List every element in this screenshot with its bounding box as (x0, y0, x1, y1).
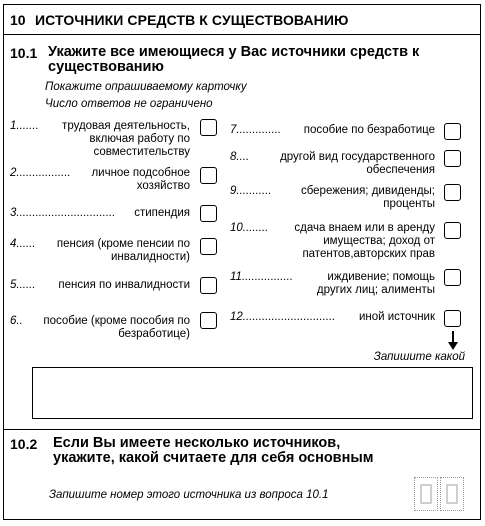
option-7 (230, 124, 435, 138)
digit-cell[interactable] (414, 477, 438, 511)
question-10-2-text (53, 436, 373, 466)
option-11-checkbox[interactable] (444, 269, 461, 286)
option-4-checkbox[interactable] (200, 238, 217, 255)
option-number: 3............................... (10, 207, 116, 219)
option-label-line: обеспечения (366, 164, 435, 176)
option-number: 1....... (10, 120, 39, 132)
option-2 (10, 167, 190, 195)
section-number: 10 (10, 12, 26, 28)
question-divider (4, 429, 480, 430)
option-9 (230, 185, 435, 213)
option-2-checkbox[interactable] (200, 167, 217, 184)
option-number: 6.. (10, 315, 23, 327)
option-3 (10, 207, 190, 221)
option-12-checkbox[interactable] (444, 310, 461, 327)
option-5-checkbox[interactable] (200, 277, 217, 294)
option-10-checkbox[interactable] (444, 222, 461, 239)
option-label-line: других лиц; алименты (316, 284, 435, 296)
option-label-line: пособие (кроме пособия по (43, 315, 190, 327)
option-label-line: личное подсобное (91, 167, 190, 179)
option-number: 7.............. (230, 124, 282, 136)
option-label-line: иждивение; помощь (327, 271, 435, 283)
digit-cell[interactable] (440, 477, 464, 511)
option-number: 9........... (230, 185, 272, 197)
option-8 (230, 151, 435, 179)
option-number: 10........ (230, 222, 269, 234)
option-label (43, 315, 190, 341)
option-label (294, 222, 435, 261)
question-10-1-text (48, 45, 419, 75)
option-label-line: безработице) (118, 328, 190, 340)
option-1 (10, 120, 190, 160)
interviewer-note-card: Покажите опрашиваемому карточку (45, 81, 247, 93)
digit-placeholder (420, 484, 432, 504)
option-label (280, 151, 435, 177)
option-number: 8.... (230, 151, 250, 163)
option-label-line: совместительству (93, 146, 190, 158)
option-label-line: трудовая деятельность, (62, 120, 190, 132)
option-label-line: сбережения; дивиденды; (300, 185, 435, 197)
option-label-line: пенсия по инвалидности (58, 279, 190, 291)
option-label (57, 238, 190, 264)
option-label (317, 271, 435, 297)
option-label (58, 279, 190, 292)
section-header (4, 5, 480, 35)
option-label-line: пенсия (кроме пенсии по (56, 238, 190, 250)
option-number: 2................. (10, 167, 71, 179)
option-7-checkbox[interactable] (444, 123, 461, 140)
option-4 (10, 238, 190, 266)
question-10-1-line1: Укажите все имеющиеся у Вас источники средств к (48, 44, 420, 60)
option-label-line: сдача внаем или в аренду (294, 222, 435, 234)
question-10-2-line1: Если Вы имеете несколько источников, (53, 435, 341, 451)
option-8-checkbox[interactable] (444, 150, 461, 167)
option-label-line: инвалидности) (110, 251, 190, 263)
option-label-line: пособие по безработице (303, 124, 435, 136)
option-10 (230, 222, 435, 262)
option-label-line: стипендия (134, 207, 190, 219)
write-which-label: Запишите какой (373, 351, 465, 363)
option-6 (10, 315, 190, 343)
digit-placeholder (446, 484, 458, 504)
option-label-line: включая работу по (89, 133, 190, 145)
option-label-line: патентов,авторских прав (302, 248, 435, 260)
option-label (134, 207, 190, 220)
option-number: 4...... (10, 238, 36, 250)
option-label (304, 124, 435, 137)
option-1-checkbox[interactable] (200, 119, 217, 136)
option-6-checkbox[interactable] (200, 312, 217, 329)
option-label-line: иной источник (358, 311, 435, 323)
option-label-line: имущества; доход от (323, 235, 435, 247)
option-label (62, 120, 190, 159)
option-3-checkbox[interactable] (200, 205, 217, 222)
other-source-input[interactable] (32, 367, 473, 419)
option-12 (230, 311, 435, 325)
option-number: 5...... (10, 279, 36, 291)
option-label-line: хозяйство (136, 180, 190, 192)
section-title: ИСТОЧНИКИ СРЕДСТВ К СУЩЕСТВОВАНИЮ (35, 12, 349, 28)
option-label-line: другой вид государственного (280, 151, 435, 163)
option-5 (10, 279, 190, 293)
option-11 (230, 271, 435, 299)
write-number-note: Запишите номер этого источника из вопроса 10.1 (49, 489, 329, 501)
option-label (359, 311, 435, 324)
question-10-1-line2: существованию (48, 59, 164, 75)
option-label (301, 185, 435, 211)
question-10-1-number: 10.1 (10, 45, 38, 61)
questionnaire-section (3, 4, 481, 520)
option-label-line: проценты (383, 198, 435, 210)
question-10-2-line2: укажите, какой считаете для себя основным (53, 450, 374, 466)
interviewer-note-unlimited: Число ответов не ограничено (45, 98, 213, 110)
option-number: 11................ (230, 271, 294, 283)
main-source-number-field[interactable] (414, 477, 472, 511)
question-10-2-number: 10.2 (10, 436, 38, 452)
arrow-down-icon (447, 331, 459, 351)
option-number: 12............................. (230, 311, 336, 323)
option-9-checkbox[interactable] (444, 184, 461, 201)
option-label (91, 167, 190, 193)
